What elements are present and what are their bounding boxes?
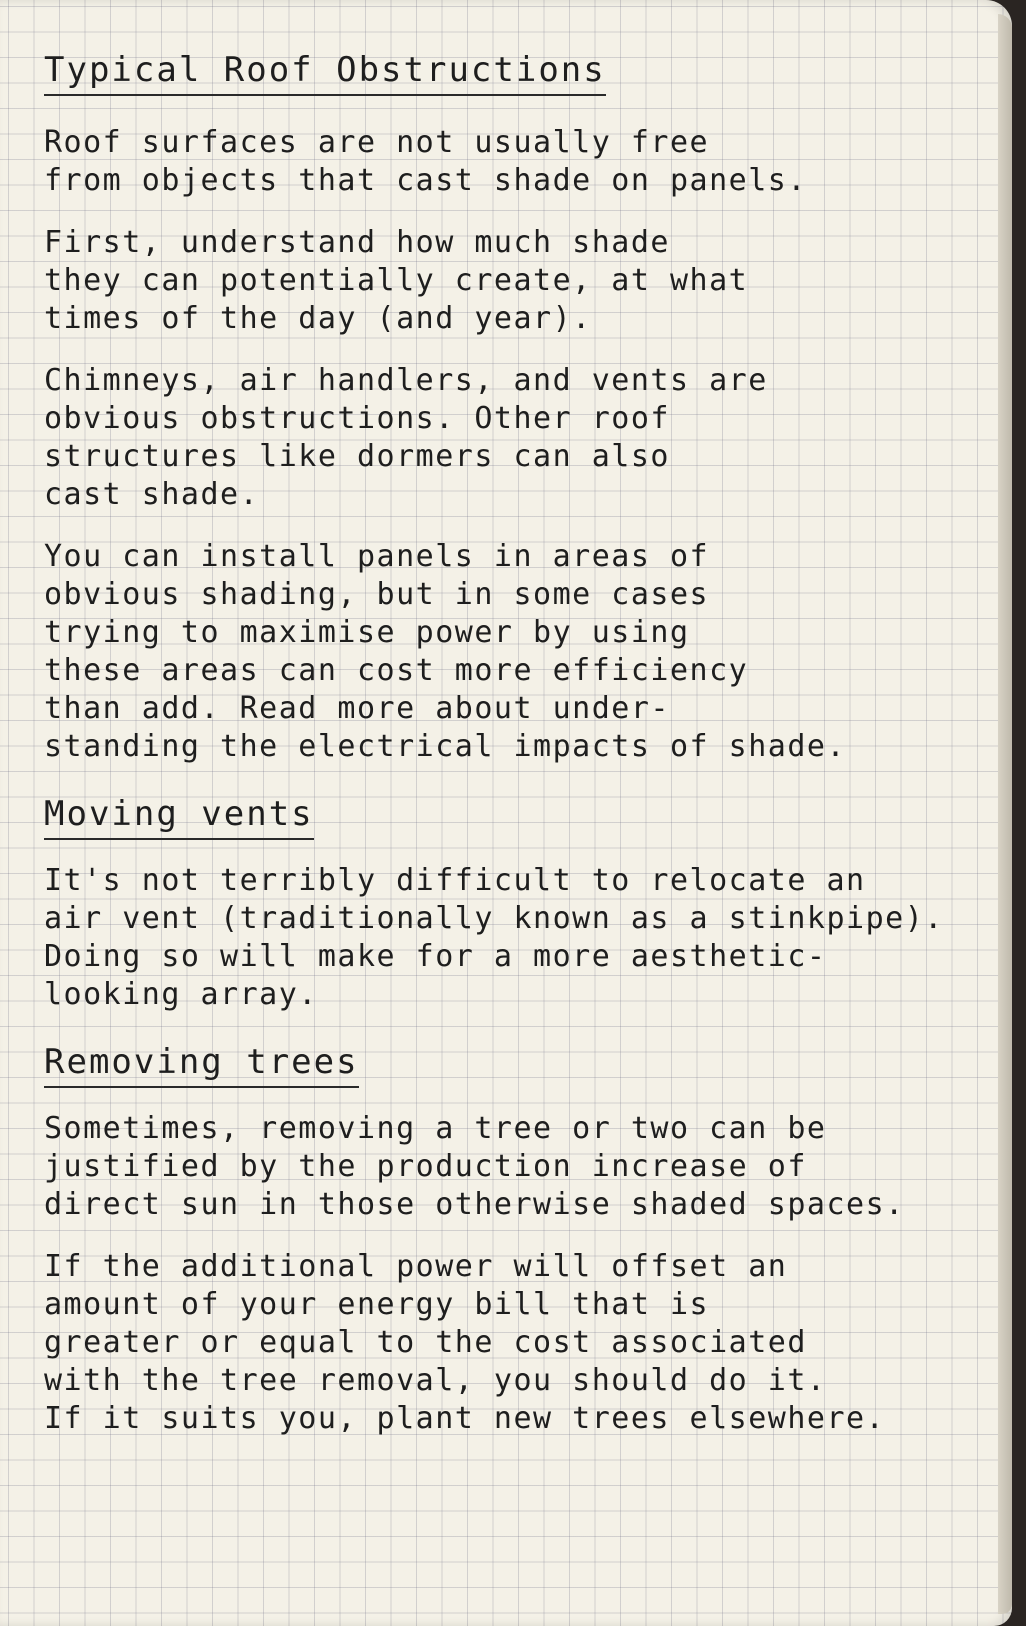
paragraph xyxy=(44,862,994,1014)
text-line: standing the electrical impacts of shade. xyxy=(44,729,847,764)
text-line: If it suits you, plant new trees elsewhere. xyxy=(44,1401,886,1436)
notes-body xyxy=(44,124,994,1438)
paragraph xyxy=(44,124,994,200)
handwritten-notes xyxy=(44,50,994,1462)
text-line: cast shade. xyxy=(44,477,260,512)
text-line: air vent (traditionally known as a stinkpipe). xyxy=(44,901,944,936)
text-line: Roof surfaces are not usually free xyxy=(44,125,710,160)
paragraph xyxy=(44,224,994,338)
text-line: these areas can cost more efficiency xyxy=(44,653,749,688)
text-line: looking array. xyxy=(44,977,318,1012)
section xyxy=(44,1038,994,1438)
text-line: trying to maximise power by using xyxy=(44,615,690,650)
text-line: Chimneys, air handlers, and vents are xyxy=(44,363,768,398)
section-heading: Moving vents xyxy=(44,794,314,840)
text-line: times of the day (and year). xyxy=(44,301,592,336)
text-line: than add. Read more about under- xyxy=(44,691,670,726)
text-line: You can install panels in areas of xyxy=(44,539,710,574)
text-line: direct sun in those otherwise shaded spaces. xyxy=(44,1187,905,1222)
paragraph xyxy=(44,362,994,514)
section-heading: Removing trees xyxy=(44,1042,359,1088)
text-line: If the additional power will offset an xyxy=(44,1249,788,1284)
page-edge xyxy=(998,14,1012,1614)
paragraph xyxy=(44,538,994,766)
text-line: Sometimes, removing a tree or two can be xyxy=(44,1111,827,1146)
text-line: structures like dormers can also xyxy=(44,439,670,474)
text-line: Doing so will make for a more aesthetic- xyxy=(44,939,827,974)
paragraph xyxy=(44,1110,994,1224)
section xyxy=(44,790,994,1014)
page-title: Typical Roof Obstructions xyxy=(44,50,606,96)
text-line: greater or equal to the cost associated xyxy=(44,1325,807,1360)
text-line: from objects that cast shade on panels. xyxy=(44,163,807,198)
text-line: obvious shading, but in some cases xyxy=(44,577,710,612)
text-line: It's not terribly difficult to relocate an xyxy=(44,863,866,898)
text-line: First, understand how much shade xyxy=(44,225,670,260)
text-line: obvious obstructions. Other roof xyxy=(44,401,670,436)
text-line: amount of your energy bill that is xyxy=(44,1287,710,1322)
section xyxy=(44,124,994,766)
paragraph xyxy=(44,1248,994,1438)
text-line: with the tree removal, you should do it. xyxy=(44,1363,827,1398)
text-line: justified by the production increase of xyxy=(44,1149,807,1184)
text-line: they can potentially create, at what xyxy=(44,263,749,298)
